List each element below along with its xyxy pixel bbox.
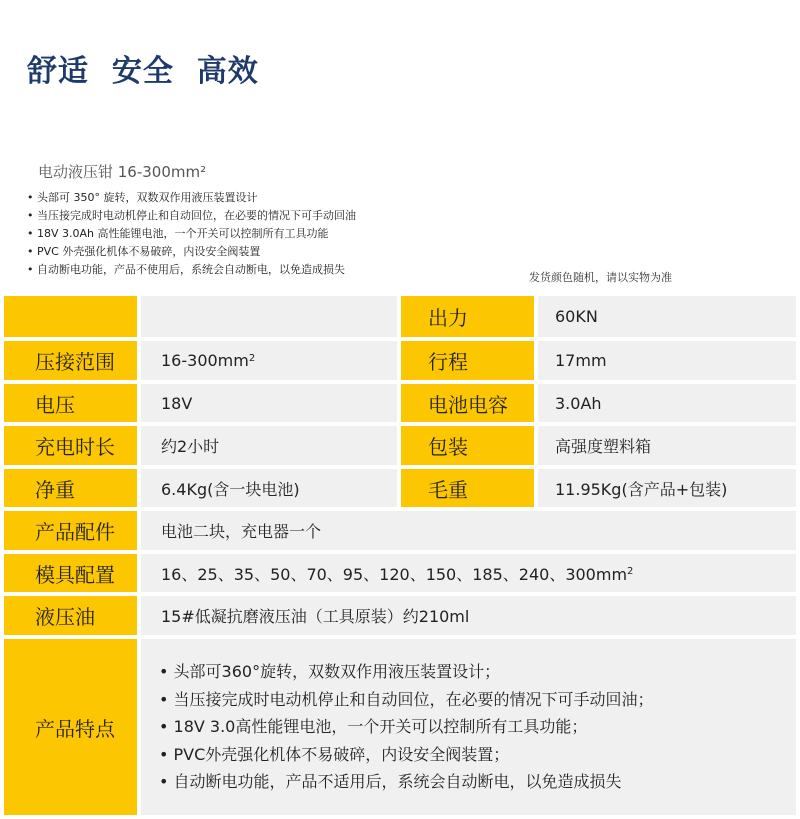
table-row bbox=[0, 469, 800, 511]
bullet-icon: • bbox=[27, 263, 34, 276]
feature-detail-item: • 当压接完成时电动机停止和自动回位，在必要的情况下可手动回油； bbox=[159, 689, 654, 709]
row-label: 模具配置 bbox=[4, 554, 137, 592]
row-value: 16-300mm $^2$ bbox=[141, 341, 397, 380]
row-label: 压接范围 bbox=[4, 341, 137, 380]
row-label: 毛重 bbox=[401, 469, 534, 507]
row-value bbox=[141, 296, 397, 337]
row-label: 电池电容 bbox=[401, 384, 534, 422]
table-row bbox=[0, 639, 800, 819]
table-row bbox=[0, 296, 800, 341]
table-row bbox=[0, 511, 800, 554]
row-value: 6.4Kg(含一块电池) bbox=[141, 469, 397, 507]
feature-summary-item: • PVC 外壳强化机体不易破碎，内设安全阀装置 bbox=[27, 243, 356, 261]
feature-detail-list bbox=[141, 639, 796, 815]
row-value: 17mm bbox=[538, 341, 796, 380]
row-label: 净重 bbox=[4, 469, 137, 507]
row-label: 液压油 bbox=[4, 596, 137, 635]
feature-summary-item: • 18V 3.0Ah 高性能锂电池，一个开关可以控制所有工具功能 bbox=[27, 225, 356, 243]
feature-summary-list bbox=[27, 189, 356, 279]
table-row bbox=[0, 554, 800, 596]
feature-summary-item: • 自动断电功能，产品不使用后，系统会自动断电，以免造成损失 bbox=[27, 261, 356, 279]
row-label: 出力 bbox=[401, 296, 534, 337]
feature-detail-item: • PVC外壳强化机体不易破碎，内设安全阀装置； bbox=[159, 744, 510, 764]
row-value: 60KN bbox=[538, 296, 796, 337]
table-row bbox=[0, 384, 800, 426]
feature-summary-item: • 头部可 350° 旋转，双数双作用液压装置设计 bbox=[27, 189, 356, 207]
row-value: 3.0Ah bbox=[538, 384, 796, 422]
color-note: 发货颜色随机，请以实物为准 bbox=[529, 271, 672, 284]
feature-detail-item: • 头部可360°旋转，双数双作用液压装置设计； bbox=[159, 662, 501, 682]
row-value: 高强度塑料箱 bbox=[538, 426, 796, 465]
bullet-icon: • bbox=[27, 209, 34, 222]
bullet-icon: • bbox=[27, 191, 34, 204]
row-label bbox=[4, 296, 137, 337]
row-value: 18V bbox=[141, 384, 397, 422]
row-label: 行程 bbox=[401, 341, 534, 380]
row-value: 15#低凝抗磨液压油（工具原装）约210ml bbox=[141, 596, 796, 635]
product-title: 电动液压钳 16-300mm² bbox=[38, 163, 207, 181]
row-label: 充电时长 bbox=[4, 426, 137, 465]
row-label: 产品特点 bbox=[4, 639, 137, 815]
feature-summary-item: • 当压接完成时电动机停止和自动回位，在必要的情况下可手动回油 bbox=[27, 207, 356, 225]
row-label: 电压 bbox=[4, 384, 137, 422]
table-row bbox=[0, 341, 800, 384]
row-label: 产品配件 bbox=[4, 511, 137, 550]
table-row bbox=[0, 426, 800, 469]
row-value: 约2小时 bbox=[141, 426, 397, 465]
row-label: 包装 bbox=[401, 426, 534, 465]
feature-detail-item: • 自动断电功能，产品不适用后，系统会自动断电，以免造成损失 bbox=[159, 772, 622, 792]
row-value: 电池二块，充电器一个 bbox=[141, 511, 796, 550]
table-row bbox=[0, 596, 800, 639]
bullet-icon: • bbox=[27, 227, 34, 240]
row-value: 16、25、35、50、70、95、120、150、185、240、300mm $^2$ bbox=[141, 554, 796, 592]
feature-detail-item: • 18V 3.0高性能锂电池，一个开关可以控制所有工具功能； bbox=[159, 717, 588, 737]
bullet-icon: • bbox=[27, 245, 34, 258]
spec-table bbox=[0, 296, 800, 819]
headline: 舒适 安全 高效 bbox=[27, 54, 259, 89]
row-value: 11.95Kg(含产品+包装) bbox=[538, 469, 796, 507]
